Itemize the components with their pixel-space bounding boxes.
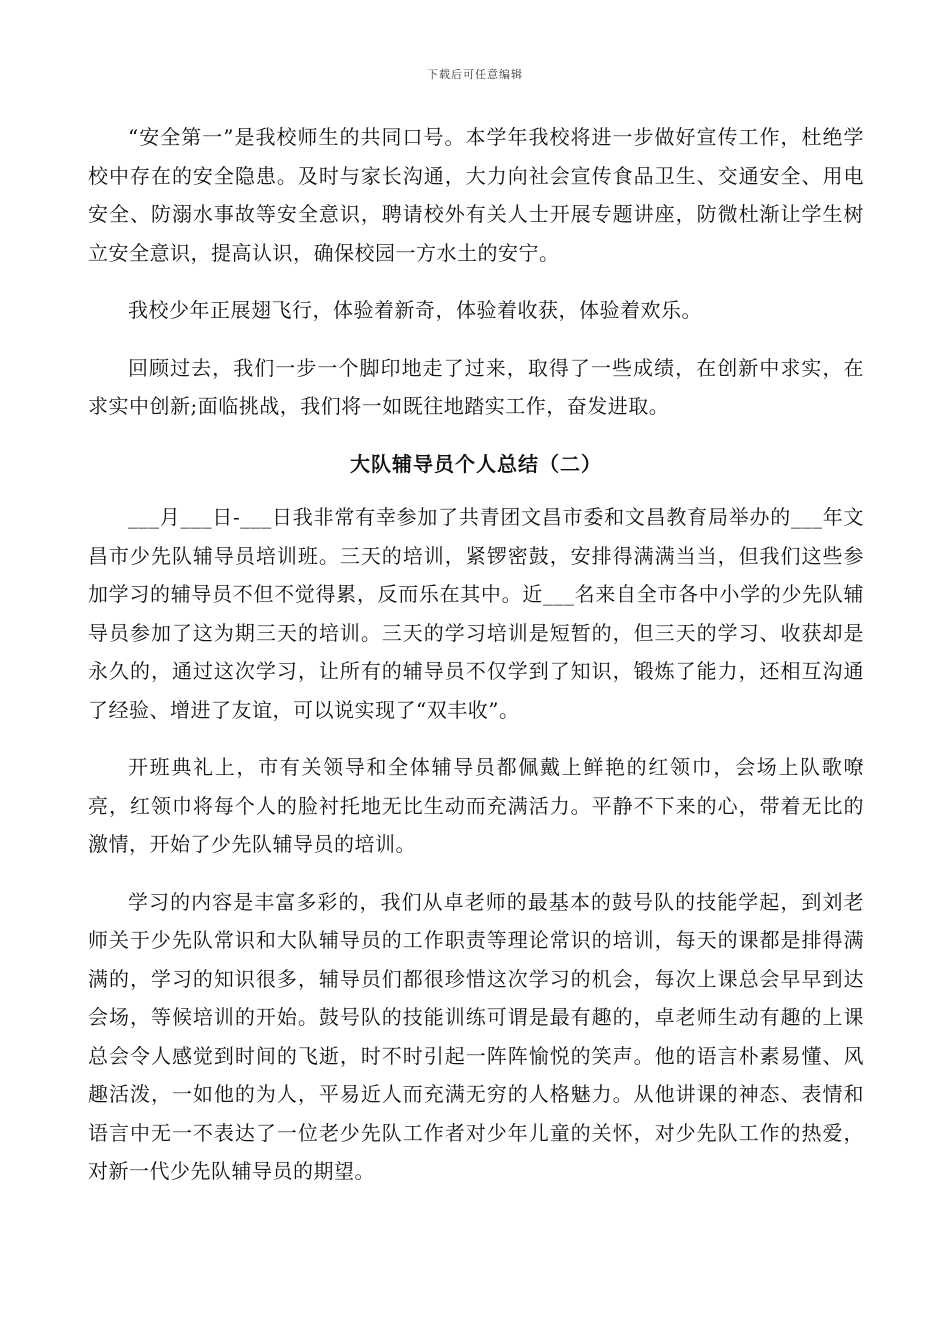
section-title: 大队辅导员个人总结（二） [350, 451, 602, 476]
download-note: 下载后可任意编辑 [427, 68, 523, 81]
paragraph-learning-content: 学习的内容是丰富多彩的，我们从卓老师的最基本的鼓号队的技能学起，到刘老师关于少先队常识和大队辅导员的工作职责等理论常识的培训，每天的课都是排得满满的，学习的知识很多，辅导员们都很珍惜这次学习的机会，每次上课总会早早到达会场，等候培训的开始。鼓号队的技能训练可谓是最有趣的，卓老师生动有趣的上课总会令人感觉到时间的飞逝，时不时引起一阵阵愉悦的笑声。他的语言朴素易懂、风趣活泼，一如他的为人，平易近人而充满无穷的人格魅力。从他讲课的神态、表情和语言中无一不表达了一位老少先队工作者对少年儿童的关怀，对少先队工作的热爱，对新一代少先队辅导员的期望。 [88, 889, 864, 1183]
paragraph-youth: 我校少年正展翅飞行，体验着新奇，体验着收获，体验着欢乐。 [128, 298, 702, 322]
paragraph-review: 回顾过去，我们一步一个脚印地走了过来，取得了一些成绩，在创新中求实，在求实中创新;面临挑战，我们将一如既往地踏实工作，奋发进取。 [88, 355, 864, 418]
paragraph-opening-ceremony: 开班典礼上，市有关领导和全体辅导员都佩戴上鲜艳的红领巾，会场上队歌嘹亮，红领巾将每个人的脸衬托地无比生动而充满活力。平静不下来的心，带着无比的激情，开始了少先队辅导员的培训。 [88, 755, 864, 856]
document-body [88, 118, 864, 1210]
paragraph-safety: “安全第一”是我校师生的共同口号。本学年我校将进一步做好宣传工作，杜绝学校中存在的安全隐患。及时与家长沟通，大力向社会宣传食品卫生、交通安全、用电安全、防溺水事故等安全意识，聘请校外有关人士开展专题讲座，防微杜渐让学生树立安全意识，提高认识，确保校园一方水土的安宁。 [88, 125, 864, 265]
paragraph-training-intro: ___月___日-___日我非常有幸参加了共青团文昌市委和文昌教育局举办的___年文昌市少先队辅导员培训班。三天的培训，紧锣密鼓，安排得满满当当，但我们这些参加学习的辅导员不但不觉得累，反而乐在其中。近___名来自全市各中小学的少先队辅导员参加了这为期三天的培训。三天的学习培训是短暂的，但三天的学习、收获却是永久的，通过这次学习，让所有的辅导员不仅学到了知识，锻炼了能力，还相互沟通了经验、增进了友谊，可以说实现了“双丰收”。 [88, 505, 864, 722]
